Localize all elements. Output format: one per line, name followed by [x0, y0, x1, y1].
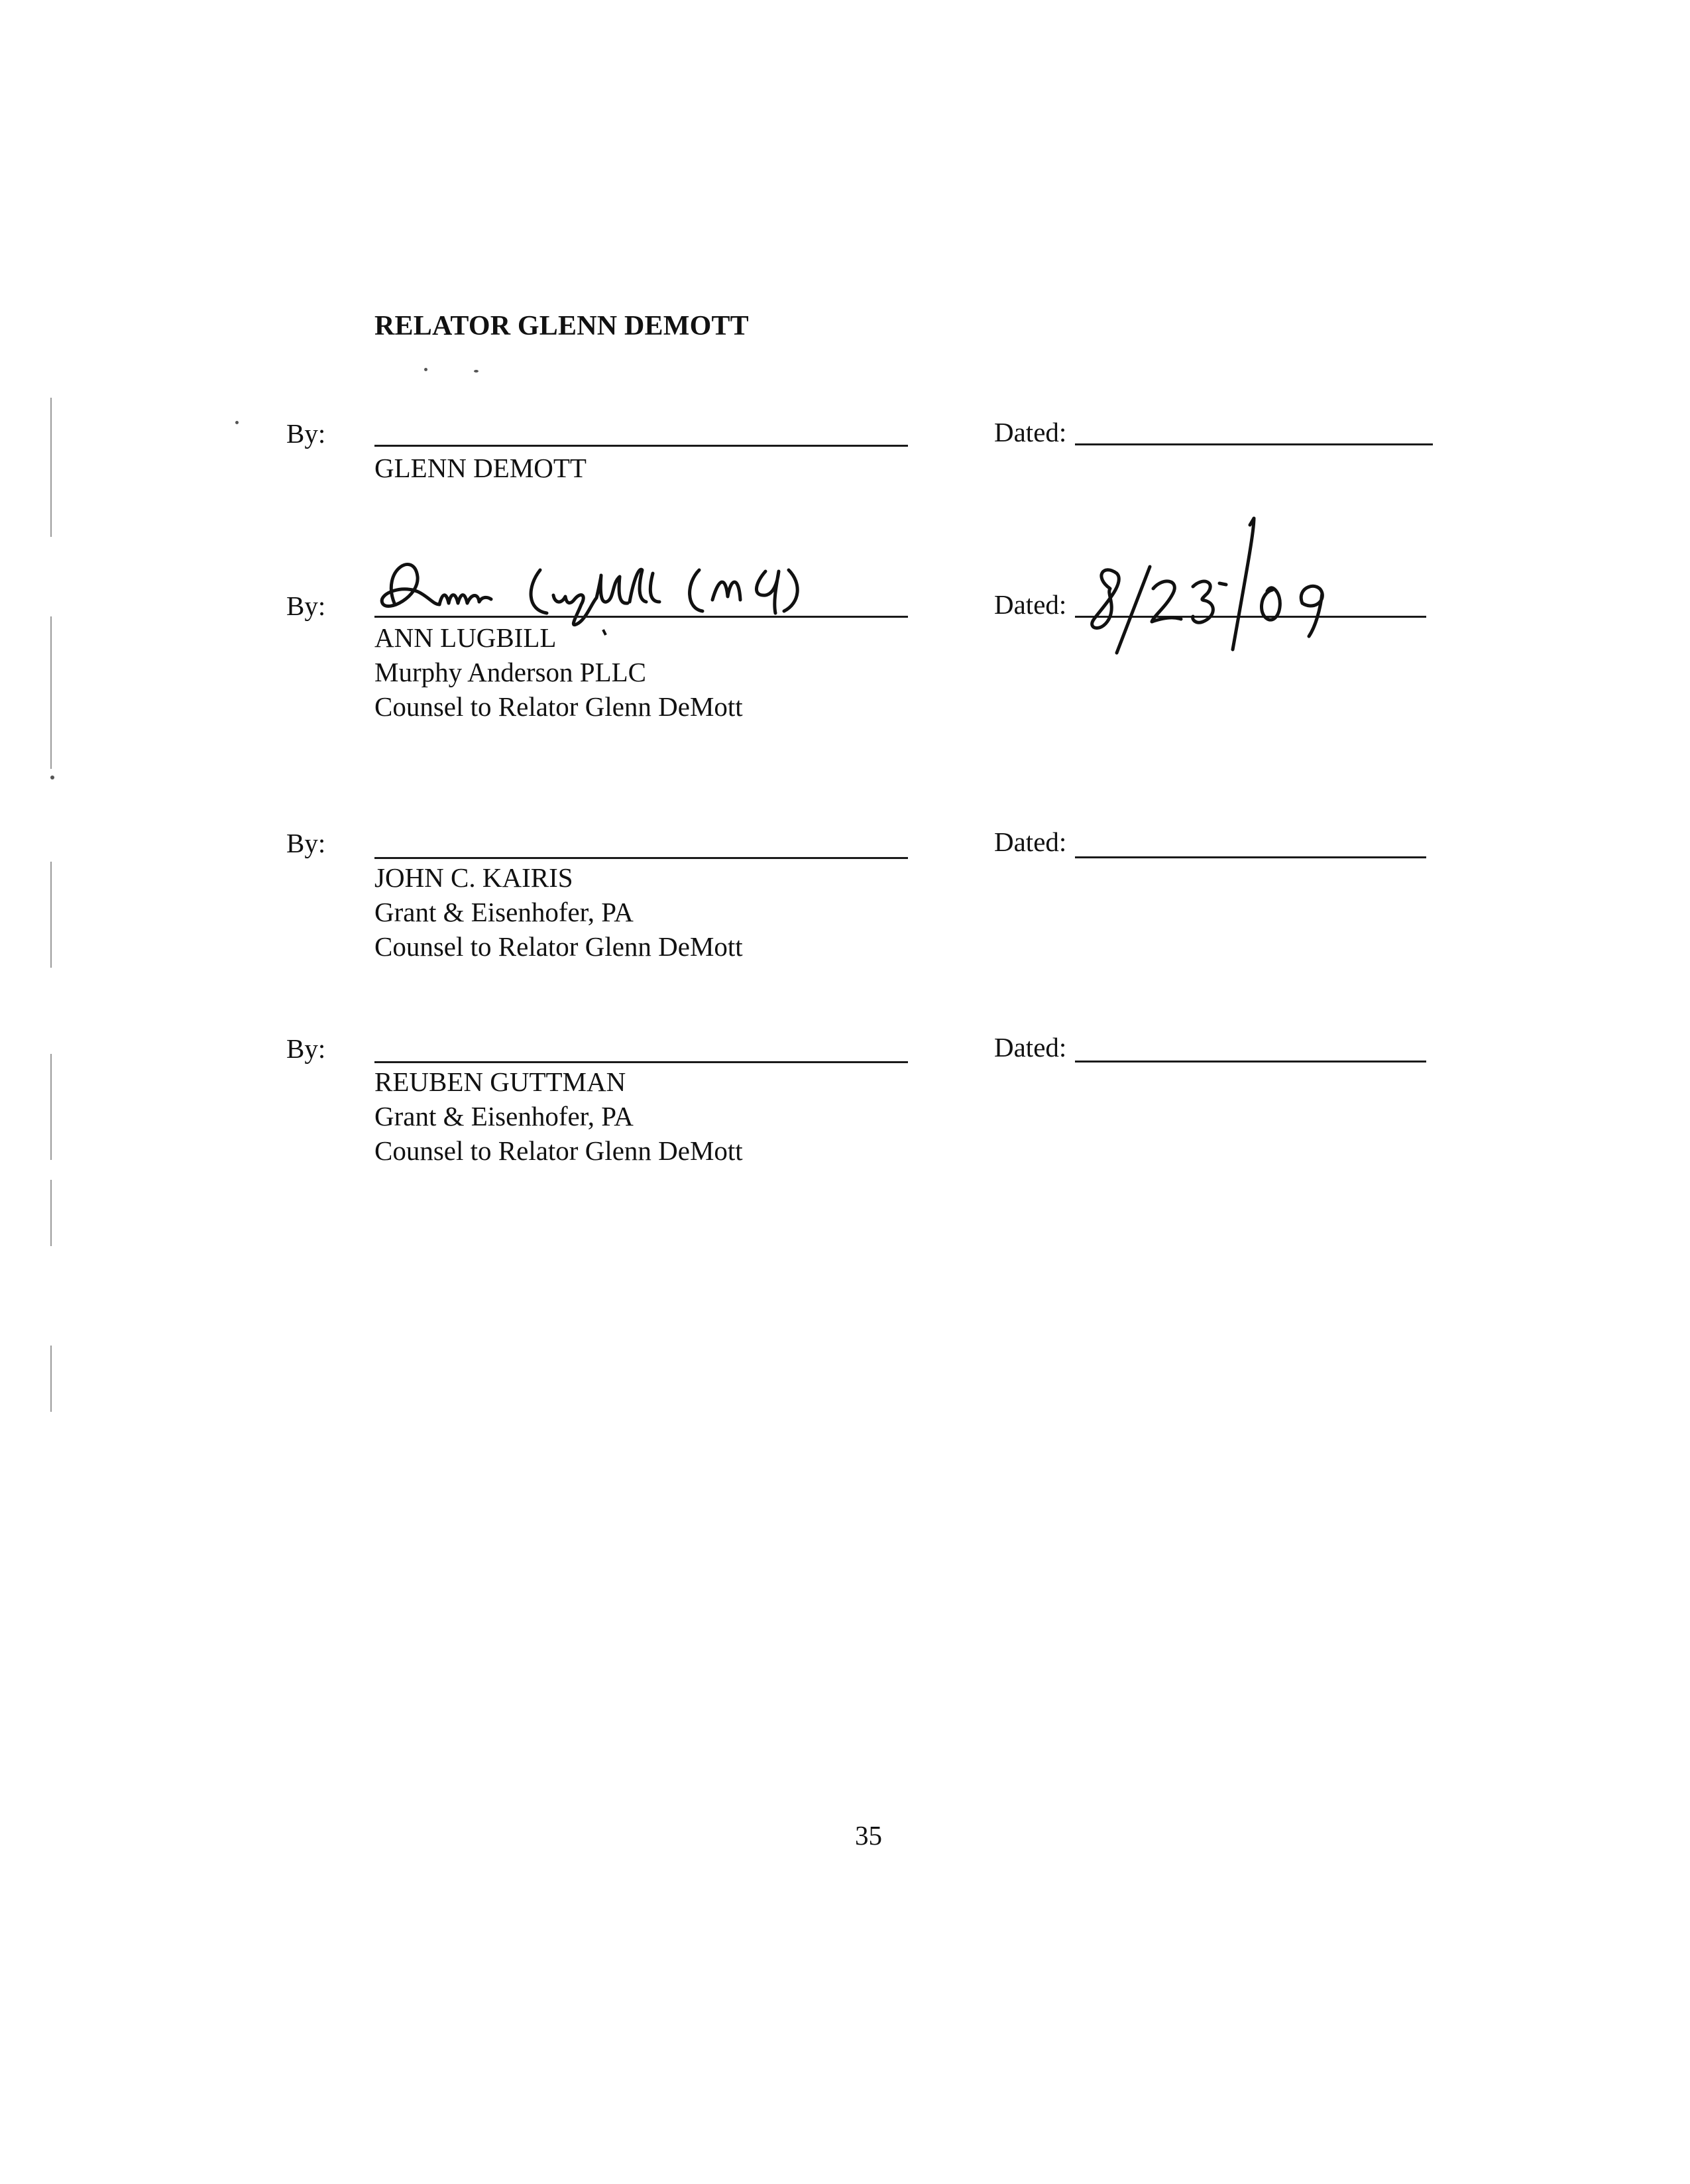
by-label: By: — [286, 418, 326, 449]
signatory-block — [374, 451, 587, 485]
scan-edge-mark — [50, 1346, 52, 1412]
scan-edge-mark — [50, 862, 52, 968]
signature-line — [374, 857, 908, 859]
scan-edge-mark — [50, 1180, 52, 1246]
signature-line — [374, 1061, 908, 1063]
signatory-firm: Murphy Anderson PLLC — [374, 657, 646, 687]
dated-label: Dated: — [994, 1032, 1067, 1063]
signatory-role: Counsel to Relator Glenn DeMott — [374, 691, 743, 722]
signatory-name: GLENN DEMOTT — [374, 453, 587, 483]
signatory-name: ANN LUGBILL — [374, 622, 557, 653]
signatory-name: REUBEN GUTTMAN — [374, 1066, 626, 1097]
by-label: By: — [286, 828, 326, 858]
by-label: By: — [286, 1033, 326, 1064]
scan-edge-mark — [50, 1054, 52, 1160]
signatory-firm: Grant & Eisenhofer, PA — [374, 1101, 634, 1131]
by-label: By: — [286, 591, 326, 621]
handwritten-date — [1080, 510, 1359, 676]
signatory-role: Counsel to Relator Glenn DeMott — [374, 1135, 743, 1166]
date-line — [1075, 856, 1426, 858]
scan-speck — [50, 776, 54, 779]
section-heading: RELATOR GLENN DEMOTT — [374, 311, 749, 341]
signatory-name: JOHN C. KAIRIS — [374, 862, 573, 893]
scan-speck — [235, 421, 239, 424]
signatory-block — [374, 620, 743, 724]
signatory-firm: Grant & Eisenhofer, PA — [374, 897, 634, 927]
dated-label: Dated: — [994, 417, 1067, 447]
signatory-block — [374, 860, 743, 964]
page-number: 35 — [855, 1820, 882, 1851]
dated-label: Dated: — [994, 827, 1067, 857]
signature-line — [374, 445, 908, 447]
date-line — [1075, 1061, 1426, 1063]
dated-label: Dated: — [994, 589, 1067, 620]
scan-edge-mark — [50, 616, 52, 769]
date-line — [1075, 443, 1433, 445]
scan-speck — [424, 368, 427, 371]
signature-line — [374, 616, 908, 618]
signatory-role: Counsel to Relator Glenn DeMott — [374, 931, 743, 962]
signatory-block — [374, 1064, 743, 1168]
scan-edge-mark — [50, 398, 52, 537]
scan-speck — [474, 370, 479, 373]
